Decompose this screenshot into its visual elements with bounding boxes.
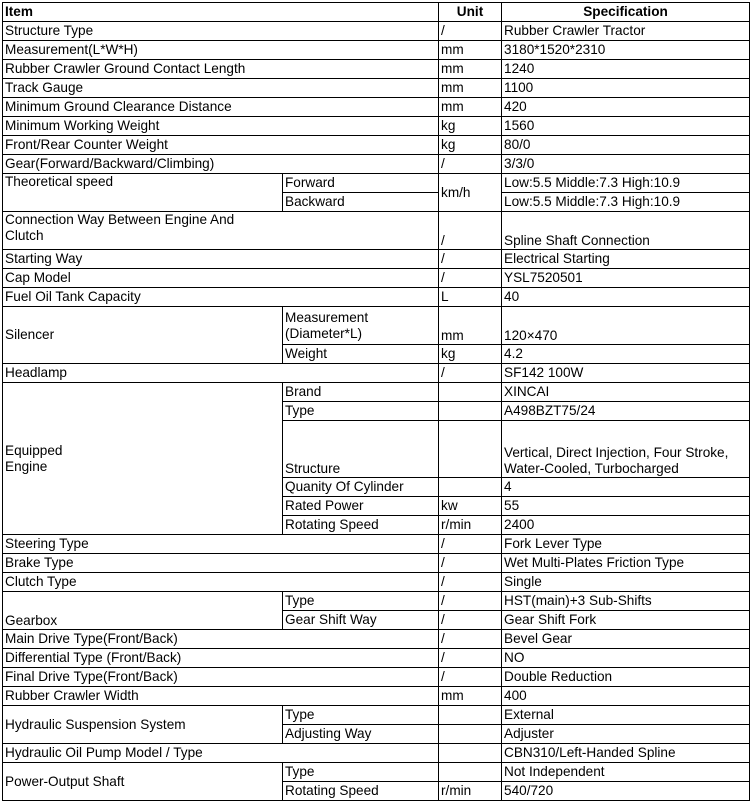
item-cell: Main Drive Type(Front/Back)	[3, 630, 439, 649]
sub-item-cell: Structure	[283, 421, 439, 478]
unit-cell: /	[439, 649, 502, 668]
unit-cell: /	[439, 554, 502, 573]
item-header: Item	[3, 3, 439, 22]
spec-cell: 80/0	[502, 136, 750, 155]
spec-cell: Rubber Crawler Tractor	[502, 22, 750, 41]
item-cell: Structure Type	[3, 22, 439, 41]
unit-cell	[439, 478, 502, 497]
item-cell: Minimum Working Weight	[3, 117, 439, 136]
spec-cell: Low:5.5 Middle:7.3 High:10.9	[502, 174, 750, 193]
item-cell: Hydraulic Suspension System	[3, 706, 283, 744]
spec-cell: 120×470	[502, 307, 750, 345]
unit-cell	[439, 706, 502, 725]
spec-cell: 400	[502, 687, 750, 706]
spec-cell: Bevel Gear	[502, 630, 750, 649]
unit-cell: mm	[439, 98, 502, 117]
item-cell: Hydraulic Oil Pump Model / Type	[3, 744, 439, 763]
table-row	[3, 592, 750, 611]
silencer-measurement-label: Measurement (Diameter*L)	[285, 309, 369, 341]
item-cell: Starting Way	[3, 250, 439, 269]
unit-cell: /	[439, 630, 502, 649]
unit-cell: /	[439, 573, 502, 592]
spec-cell: Adjuster	[502, 725, 750, 744]
spec-cell: NO	[502, 649, 750, 668]
item-cell: Gear(Forward/Backward/Climbing)	[3, 155, 439, 174]
table-row	[3, 41, 750, 60]
unit-cell: /	[439, 155, 502, 174]
unit-cell: /	[439, 611, 502, 630]
unit-cell	[439, 744, 502, 763]
spec-cell: 4	[502, 478, 750, 497]
item-cell: Power-Output Shaft	[3, 763, 283, 801]
unit-cell: mm	[439, 60, 502, 79]
unit-cell	[439, 421, 502, 478]
unit-cell: L	[439, 288, 502, 307]
unit-cell: mm	[439, 307, 502, 345]
unit-cell: kg	[439, 136, 502, 155]
spec-cell: 540/720	[502, 782, 750, 801]
unit-cell: /	[439, 212, 502, 250]
specification-header: Specification	[502, 3, 750, 22]
item-cell: Measurement(L*W*H)	[3, 41, 439, 60]
unit-cell: /	[439, 22, 502, 41]
item-cell	[3, 212, 439, 250]
table-row	[3, 136, 750, 155]
spec-cell: 40	[502, 288, 750, 307]
table-row	[3, 706, 750, 725]
unit-cell: kw	[439, 497, 502, 516]
spec-cell: Vertical, Direct Injection, Four Stroke, Water-Cooled, Turbocharged	[502, 421, 750, 478]
spec-cell: 1100	[502, 79, 750, 98]
sub-item-cell: Gear Shift Way	[283, 611, 439, 630]
spec-cell: YSL7520501	[502, 269, 750, 288]
table-row	[3, 250, 750, 269]
header-row	[3, 3, 750, 22]
spec-cell: Not Independent	[502, 763, 750, 782]
sub-item-cell: Type	[283, 763, 439, 782]
item-cell: Minimum Ground Clearance Distance	[3, 98, 439, 117]
unit-cell	[439, 402, 502, 421]
spec-cell: HST(main)+3 Sub-Shifts	[502, 592, 750, 611]
table-row	[3, 649, 750, 668]
unit-cell: r/min	[439, 782, 502, 801]
item-cell: Steering Type	[3, 535, 439, 554]
sub-item-cell: Quanity Of Cylinder	[283, 478, 439, 497]
unit-cell: km/h	[439, 174, 502, 212]
sub-item-cell: Type	[283, 402, 439, 421]
item-cell: Track Gauge	[3, 79, 439, 98]
spec-cell: 3180*1520*2310	[502, 41, 750, 60]
unit-cell: /	[439, 364, 502, 383]
item-cell	[3, 383, 283, 535]
item-cell: Gearbox	[3, 592, 283, 630]
sub-item-cell: Type	[283, 592, 439, 611]
table-row	[3, 554, 750, 573]
item-cell	[3, 174, 283, 212]
spec-cell: External	[502, 706, 750, 725]
connection-way-label: Connection Way Between Engine And Clutch	[5, 212, 235, 243]
table-row	[3, 668, 750, 687]
item-cell: Cap Model	[3, 269, 439, 288]
table-row	[3, 212, 750, 250]
spec-cell: Low:5.5 Middle:7.3 High:10.9	[502, 193, 750, 212]
spec-cell: XINCAI	[502, 383, 750, 402]
spec-cell: A498BZT75/24	[502, 402, 750, 421]
spec-cell: 1560	[502, 117, 750, 136]
spec-table	[2, 2, 750, 801]
table-row	[3, 744, 750, 763]
unit-cell: /	[439, 535, 502, 554]
spec-cell: Double Reduction	[502, 668, 750, 687]
sub-item-cell: Adjusting Way	[283, 725, 439, 744]
table-row	[3, 535, 750, 554]
table-row	[3, 573, 750, 592]
item-cell: Fuel Oil Tank Capacity	[3, 288, 439, 307]
table-row	[3, 364, 750, 383]
unit-cell	[439, 725, 502, 744]
sub-item-cell: Rotating Speed	[283, 516, 439, 535]
item-cell: Rubber Crawler Ground Contact Length	[3, 60, 439, 79]
spec-cell: 55	[502, 497, 750, 516]
sub-item-cell	[283, 307, 439, 345]
item-cell: Brake Type	[3, 554, 439, 573]
sub-item-cell: Backward	[283, 193, 439, 212]
spec-cell: Gear Shift Fork	[502, 611, 750, 630]
sub-item-cell: Type	[283, 706, 439, 725]
spec-cell: Fork Lever Type	[502, 535, 750, 554]
unit-cell: /	[439, 250, 502, 269]
unit-cell: /	[439, 592, 502, 611]
spec-cell: 2400	[502, 516, 750, 535]
spec-cell: 420	[502, 98, 750, 117]
unit-cell	[439, 763, 502, 782]
table-row	[3, 117, 750, 136]
spec-cell: Electrical Starting	[502, 250, 750, 269]
unit-cell	[439, 383, 502, 402]
spec-cell: CBN310/Left-Handed Spline	[502, 744, 750, 763]
item-cell: Silencer	[3, 307, 283, 364]
spec-cell: 1240	[502, 60, 750, 79]
item-cell: Differential Type (Front/Back)	[3, 649, 439, 668]
sub-item-cell: Rated Power	[283, 497, 439, 516]
table-row	[3, 763, 750, 782]
item-cell: Rubber Crawler Width	[3, 687, 439, 706]
sub-item-cell: Forward	[283, 174, 439, 193]
unit-cell: /	[439, 269, 502, 288]
theoretical-speed-label: Theoretical speed	[5, 174, 114, 189]
table-row	[3, 174, 750, 193]
unit-cell: r/min	[439, 516, 502, 535]
table-row	[3, 79, 750, 98]
table-row	[3, 98, 750, 117]
unit-cell: mm	[439, 687, 502, 706]
unit-cell: kg	[439, 117, 502, 136]
sub-item-cell: Brand	[283, 383, 439, 402]
table-row	[3, 60, 750, 79]
item-cell: Front/Rear Counter Weight	[3, 136, 439, 155]
spec-cell: Single	[502, 573, 750, 592]
table-row	[3, 630, 750, 649]
spec-cell: Wet Multi-Plates Friction Type	[502, 554, 750, 573]
table-row	[3, 383, 750, 402]
table-row	[3, 22, 750, 41]
unit-cell: mm	[439, 79, 502, 98]
unit-cell: mm	[439, 41, 502, 60]
unit-header: Unit	[439, 3, 502, 22]
unit-cell: kg	[439, 345, 502, 364]
table-row	[3, 288, 750, 307]
item-cell: Final Drive Type(Front/Back)	[3, 668, 439, 687]
sub-item-cell: Weight	[283, 345, 439, 364]
sub-item-cell: Rotating Speed	[283, 782, 439, 801]
spec-cell: Spline Shaft Connection	[502, 212, 750, 250]
table-row	[3, 307, 750, 345]
spec-cell: SF142 100W	[502, 364, 750, 383]
spec-cell: 4.2	[502, 345, 750, 364]
spec-cell: 3/3/0	[502, 155, 750, 174]
table-row	[3, 269, 750, 288]
unit-cell: /	[439, 668, 502, 687]
table-row	[3, 687, 750, 706]
item-cell: Clutch Type	[3, 573, 439, 592]
equipped-engine-label: Equipped Engine	[5, 442, 63, 474]
item-cell: Headlamp	[3, 364, 439, 383]
table-row	[3, 155, 750, 174]
